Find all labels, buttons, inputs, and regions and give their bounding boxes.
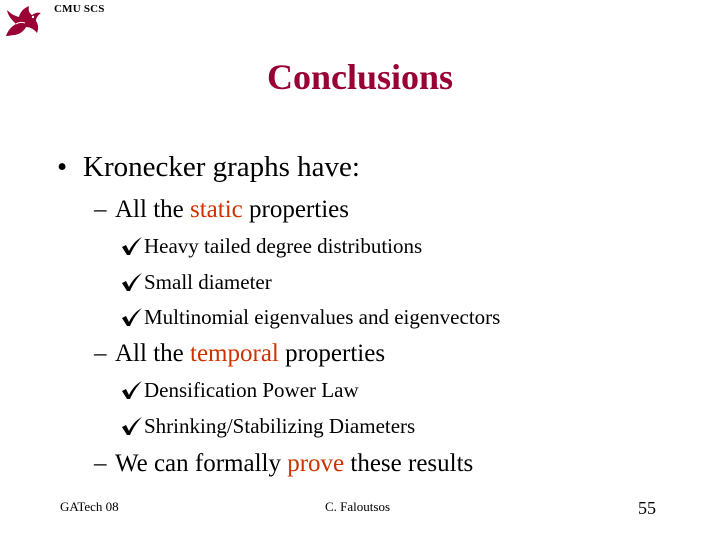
dash-symbol: – xyxy=(94,196,107,223)
org-label: CMU SCS xyxy=(54,3,105,15)
sub-bullet-text: properties xyxy=(242,196,349,223)
checkmark-icon xyxy=(120,416,144,436)
check-item xyxy=(120,234,422,259)
checkmark-icon xyxy=(120,236,144,256)
dragon-logo-icon xyxy=(2,2,44,40)
check-item-text: Shrinking/Stabilizing Diameters xyxy=(144,414,416,438)
sub-bullet-static xyxy=(94,196,349,224)
sub-bullet-text: these results xyxy=(344,450,474,477)
dash-symbol: – xyxy=(94,450,107,477)
bullet-kronecker xyxy=(57,151,360,184)
check-item xyxy=(120,270,272,295)
footer-left: GATech 08 xyxy=(60,499,119,514)
check-item xyxy=(120,414,415,439)
checkmark-icon xyxy=(120,380,144,400)
sub-bullet-text: properties xyxy=(278,340,386,367)
page-number: 55 xyxy=(638,498,656,518)
footer-center: C. Faloutsos xyxy=(325,499,391,514)
bullet-symbol: • xyxy=(57,151,68,183)
check-item-text: Multinomial eigenvalues and eigenvectors xyxy=(144,305,501,329)
sub-bullet-text: All the xyxy=(115,196,190,223)
highlight-static: static xyxy=(190,196,243,223)
check-item-text: Heavy tailed degree distributions xyxy=(144,234,423,258)
sub-bullet-prove xyxy=(94,450,473,478)
check-item xyxy=(120,378,359,403)
sub-bullet-temporal xyxy=(94,340,385,368)
check-item xyxy=(120,305,500,330)
bullet-text: Kronecker graphs have: xyxy=(83,151,360,183)
highlight-prove: prove xyxy=(287,450,345,477)
dash-symbol: – xyxy=(94,340,107,367)
check-item-text: Small diameter xyxy=(144,270,272,294)
checkmark-icon xyxy=(120,307,144,327)
sub-bullet-text: We can formally xyxy=(115,450,288,477)
check-item-text: Densification Power Law xyxy=(144,378,359,402)
slide-title: Conclusions xyxy=(266,57,454,97)
sub-bullet-text: All the xyxy=(115,340,190,367)
highlight-temporal: temporal xyxy=(190,340,279,367)
checkmark-icon xyxy=(120,272,144,292)
